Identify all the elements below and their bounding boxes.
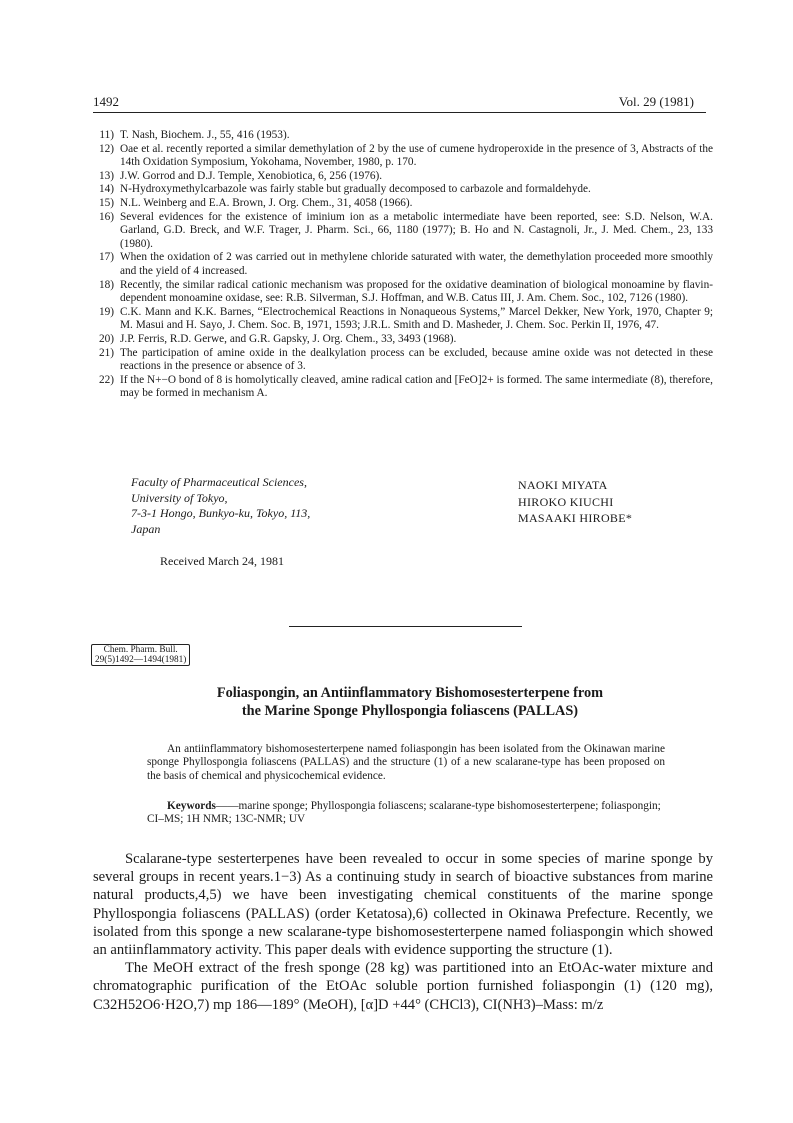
body-paragraph: Scalarane-type sesterterpenes have been revealed to occur in some species of marine sponge by several groups in recent years.1−3) As a continuing study in search of bioactive substances from marine natural products,4,5) we have been investigating chemical constituents of the marine sponge Phyllospongia foliascens (PALLAS) (order Ketatosa),6) collected in Okinawa Prefecture. Recently, we isolated from this sponge a new scalarane-type bishomosesterterpene named foliaspongin which showed an antiinflammatory activity. This paper deals with evidence supporting the structure (1). <box>93 851 713 959</box>
keywords-text: ——marine sponge; Phyllospongia foliascens; scalarane-type bishomosesterterpene; foliaspongin; CI–MS; 1H NMR; 13C-NMR; UV <box>147 800 661 826</box>
volume-info: Vol. 29 (1981) <box>618 94 694 109</box>
keywords-label: Keywords <box>167 800 216 812</box>
author-name: MASAAKI HIROBE* <box>518 511 633 525</box>
body-paragraph: The MeOH extract of the fresh sponge (28 kg) was partitioned into an EtOAc-water mixture and chromatographic purification of the EtOAc soluble portion furnished foliaspongin (1) (120 mg), C32H52O6·H2O,7) mp 186—189° (MeOH), [α]D +44° (CHCl3), CI(NH3)–Mass: m/z <box>93 960 713 1013</box>
section-divider <box>289 626 522 627</box>
reference-item: 11) T. Nash, Biochem. J., 55, 416 (1953). <box>99 129 290 141</box>
reference-item: 13) J.W. Gorrod and D.J. Temple, Xenobiotica, 6, 256 (1976). <box>98 169 383 182</box>
reference-item: 19) C.K. Mann and K.K. Barnes, “Electrochemical Reactions in Nonaqueous Systems,” Marcel Dekker, New York, 1970, Chapter 9; M. Masui and H. Sayo, J. Chem. Soc. B, 1971, 1593; J.R.L. Smith and D. Masheder, J. Chem. Soc. Perkin II, 1976, 47. <box>98 305 713 332</box>
journal-citation-box: Chem. Pharm. Bull. 29(5)1492—1494(1981) <box>91 644 190 666</box>
reference-item: 20) J.P. Ferris, R.D. Gerwe, and G.R. Gapsky, J. Org. Chem., 33, 3493 (1968). <box>98 332 457 345</box>
author-name: NAOKI MIYATA <box>518 478 608 492</box>
references-list <box>93 129 713 401</box>
running-header <box>93 94 700 110</box>
received-date: Received March 24, 1981 <box>160 554 284 568</box>
affiliation: Faculty of Pharmaceutical Sciences, University of Tokyo, 7-3-1 Hongo, Bunkyo-ku, Tokyo, 113, Japan <box>131 475 311 536</box>
reference-item: 21) The participation of amine oxide in the dealkylation process can be excluded, because amine oxide was not detected in these reactions in the presence or absence of 3. <box>98 346 713 373</box>
author-name: HIROKO KIUCHI <box>518 494 614 509</box>
reference-item: 16) Several evidences for the existence of iminium ion as a metabolic intermediate have been reported, see: S.D. Nelson, W.A. Garland, G.D. Breck, and W.F. Trager, J. Pharm. Sci., 66, 1180 (1977); B. Ho and N. Castagnoli, Jr., J. Med. Chem., 23, 133 (1980). <box>98 210 713 250</box>
reference-item: 18) Recently, the similar radical cationic mechanism was proposed for the oxidative deamination of biological monoamine by flavin-dependent monoamine oxidase, see: R.B. Silverman, S.J. Hoffman, and W.B. Catus III, J. Am. Chem. Soc., 102, 7126 (1980). <box>98 278 713 305</box>
header-rule <box>93 112 706 113</box>
keywords <box>147 800 665 827</box>
article-title: Foliaspongin, an Antiinflammatory Bishomosesterterpene from the Marine Sponge Phyllospongia foliascens (PALLAS) <box>216 685 604 719</box>
reference-item: 22) If the N+−O bond of 8 is homolytically cleaved, amine radical cation and [FeO]2+ is formed. The same intermediate (8), therefore, may be formed in mechanism A. <box>98 373 713 400</box>
reference-item: 12) Oae et al. recently reported a similar demethylation of 2 by the use of cumene hydroperoxide in the presence of 3, Abstracts of the 14th Oxidation Symposium, Yokohama, November, 1980, p. 170. <box>98 142 713 169</box>
article-body <box>93 850 713 1014</box>
reference-item: 14) N-Hydroxymethylcarbazole was fairly stable but gradually decomposed to carbazole and formaldehyde. <box>98 183 591 196</box>
abstract: An antiinflammatory bishomosesterterpene named foliaspongin has been isolated from the Okinawan marine sponge Phyllospongia foliascens (PALLAS) and the structure (1) of a new scalarane-type has been proposed on the basis of chemical and physicochemical evidence. <box>147 743 665 782</box>
reference-item: 15) N.L. Weinberg and E.A. Brown, J. Org. Chem., 31, 4058 (1966). <box>98 196 413 209</box>
page-number: 1492 <box>93 94 119 109</box>
reference-item: 17) When the oxidation of 2 was carried out in methylene chloride saturated with water, the demethylation proceeded more smoothly and the yield of 4 increased. <box>98 251 713 277</box>
author-list <box>518 477 632 527</box>
